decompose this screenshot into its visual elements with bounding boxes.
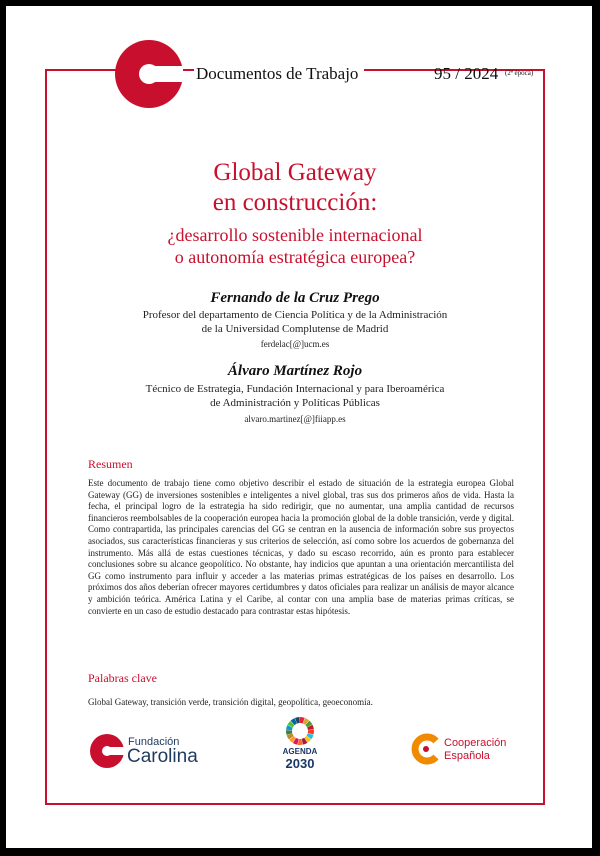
abstract-heading: Resumen [88,457,133,471]
subtitle-line-2: o autonomía estratégica europea? [174,247,416,267]
author-2-affiliation [45,382,545,410]
author-1-name: Fernando de la Cruz Prego [210,290,380,306]
author-1-affiliation [45,308,545,336]
title-line-1: Global Gateway [213,159,377,186]
author-1-affil-line-1: Profesor del departamento de Ciencia Política y de la Administración [142,309,448,321]
agenda-line-1: AGENDA [282,747,318,756]
cooperacion-line-1: Cooperación [444,737,507,749]
author-2-email: alvaro.martinez[@]fiiapp.es [244,414,346,424]
document-subtitle [45,224,545,268]
series-title: Documentos de Trabajo [194,64,364,84]
abstract-text: Este documento de trabajo tiene como objetivo describir el estado de situación de la estrategia europea Global Gateway (GG) de inversiones sostenibles e inteligentes a nivel global, tras sus dos primeros años de vida. Hasta la fecha, el principal logro de la estrategia ha sido redirigir, que no aumentar, una amplia cantidad de recursos financieros reembolsables de la cooperación europea hacia la promoción global de la doble transición, verde y digital. Como contrapartida, las principales carencias del GG se centran en la ausencia de información sobre sus proyectos asociados, sus características financieras y sus criterios de selección, así como sobre los acuerdos de gobernanza del instrumento. Más allá de estas cuestiones técnicas, y dado su escaso recorrido, aún es pronto para establecer conclusiones sobre su alcance geopolítico. No obstante, hay indicios que apuntan a una orientación mercantilista del GG como instrumento para influir y acceder a las materias primas estratégicas de los países en desarrollo. Los próximos dos años deberían ofrecer mayores certidumbres y datos oficiales para realizar un análisis de mayor alcance y ambición teórica. América Latina y el Caribe, al contar con una amplia base de materias primas críticas, se convierte en un caso de estudio destacado para contrastar estas hipótesis. [88,478,514,616]
keywords-text: Global Gateway, transición verde, transición digital, geopolítica, geoeconomía. [88,697,373,707]
fundacion-carolina-c-logo [115,40,183,108]
agenda-line-2: 2030 [285,756,315,771]
author-1-email: ferdelac[@]ucm.es [260,339,330,349]
document-title [45,158,545,218]
author-2-affil-line-2: de Administración y Políticas Públicas [210,397,380,409]
agenda-2030-logo [268,716,332,778]
carolina-line-2: Carolina [127,746,198,767]
cooperacion-c-icon [410,733,442,765]
issue-number: 95 / 2024 [434,64,499,83]
fundacion-carolina-logo [90,732,220,772]
issue-epoch: (2ª época) [505,69,534,77]
sdg-wheel-segment [298,739,303,745]
author-2-name: Álvaro Martínez Rojo [227,363,363,379]
cooperacion-line-2: Española [444,750,490,762]
author-2-affil-line-1: Técnico de Estrategia, Fundación Internacional y para Iberoamérica [145,383,445,395]
author-1-affil-line-2: de la Universidad Complutense de Madrid [201,323,389,335]
carolina-c-icon [90,734,124,768]
keywords-heading: Palabras clave [88,671,157,685]
subtitle-line-1: ¿desarrollo sostenible internacional [167,225,423,245]
sdg-wheel-icon [285,716,315,746]
carolina-line-1: Fundación [128,736,180,748]
title-line-2: en construcción: [212,189,378,216]
cooperacion-espanola-logo [410,733,525,769]
